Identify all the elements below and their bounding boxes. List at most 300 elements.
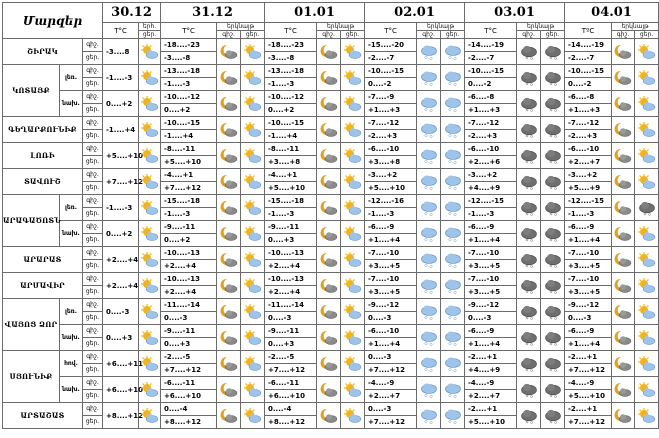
sun-cloud-icon	[637, 251, 657, 269]
temp-value: -10....-15	[265, 117, 317, 130]
weather-night-cell	[217, 403, 241, 429]
table-row	[3, 39, 659, 52]
moon-cloud-icon	[319, 147, 339, 165]
night-label: գիշ.	[83, 325, 103, 338]
dark-cloud-icon	[543, 69, 563, 87]
sun-cloud-icon	[343, 147, 363, 165]
dark-cloud-icon	[519, 69, 539, 87]
moon-cloud-icon	[219, 329, 239, 347]
temp-value: -10....-13	[161, 273, 217, 286]
weather-day-cell	[441, 273, 465, 299]
weather-night-cell	[417, 247, 441, 273]
weather-day-cell	[635, 247, 659, 273]
temp-value: -3....-8	[161, 52, 217, 65]
sun-cloud-icon	[343, 251, 363, 269]
dark-cloud-icon	[519, 173, 539, 191]
moon-cloud-icon	[613, 95, 633, 113]
weather-night-cell	[317, 195, 341, 221]
dark-cloud-icon	[543, 95, 563, 113]
weather-day-cell	[341, 65, 365, 91]
temp-value: -1....+4	[265, 130, 317, 143]
sun-cloud-icon	[637, 329, 657, 347]
temp-value: -9....-12	[565, 299, 612, 312]
sun-cloud-icon	[140, 95, 160, 113]
temp-value: +3....+5	[465, 286, 517, 299]
temp-value: -3....+2	[365, 169, 417, 182]
region-name: ԱՐԱԳԱԾՈՏՆ	[3, 195, 60, 247]
temp-value: 0....-4	[161, 403, 217, 416]
temp-header: T°C	[265, 23, 317, 39]
weather-night-cell	[317, 325, 341, 351]
weather-night-cell	[612, 143, 635, 169]
weather-header: երկնայթ	[317, 23, 365, 31]
dark-cloud-icon	[519, 251, 539, 269]
moon-cloud-icon	[613, 69, 633, 87]
sun-cloud-icon	[637, 69, 657, 87]
sun-cloud-icon	[140, 225, 160, 243]
sun-cloud-icon	[637, 225, 657, 243]
moon-cloud-icon	[319, 95, 339, 113]
weather-night-cell	[417, 351, 441, 377]
subregion-name: նախ.	[60, 91, 83, 117]
sun-cloud-icon	[343, 381, 363, 399]
temp-value: -9....-11	[265, 221, 317, 234]
moon-cloud-icon	[613, 251, 633, 269]
weather-day-cell	[341, 91, 365, 117]
temp-value: -6....-11	[265, 377, 317, 390]
weather-day-cell	[441, 325, 465, 351]
weather-night-cell	[612, 247, 635, 273]
temp-header: TºC	[565, 23, 612, 39]
moon-cloud-icon	[319, 69, 339, 87]
temp-value: -10....-15	[161, 117, 217, 130]
temp-value: 0....+3	[161, 338, 217, 351]
cloud-snow-icon	[419, 277, 439, 295]
weather-night-cell	[612, 221, 635, 247]
table-row	[3, 117, 659, 130]
weather-day-cell	[635, 195, 659, 221]
temp-value: +5....+10	[565, 390, 612, 403]
temp-value: -15....-20	[365, 39, 417, 52]
date-header: 30.12	[103, 3, 161, 23]
temp-value: +1....+4	[365, 338, 417, 351]
table-row	[3, 91, 659, 104]
table-row	[3, 325, 659, 338]
weather-day-cell	[635, 403, 659, 429]
weather-day-cell	[635, 351, 659, 377]
moon-cloud-icon	[219, 277, 239, 295]
weather-night-cell	[417, 143, 441, 169]
temp-value: 0....+3	[265, 338, 317, 351]
weather-night-cell	[612, 195, 635, 221]
temp-value: -9....-12	[465, 299, 517, 312]
temp-value: +7....+12	[161, 182, 217, 195]
weather-night-cell	[517, 325, 541, 351]
moon-cloud-icon	[219, 147, 239, 165]
weather-day-cell	[541, 143, 565, 169]
regions-title: Մարզեր	[3, 3, 103, 39]
temp-value: +8....+12	[103, 403, 139, 429]
sun-cloud-icon	[243, 303, 263, 321]
temp-value: +1....+4	[565, 338, 612, 351]
weather-day-cell	[441, 91, 465, 117]
sun-cloud-icon	[140, 121, 160, 139]
weather-night-cell	[217, 39, 241, 65]
weather-day-cell	[635, 169, 659, 195]
sun-cloud-icon	[243, 251, 263, 269]
weather-day-cell	[241, 351, 265, 377]
moon-cloud-icon	[613, 303, 633, 321]
temp-value: 0....-3	[365, 351, 417, 364]
weather-night-cell	[217, 325, 241, 351]
sun-cloud-icon	[243, 277, 263, 295]
dark-cloud-icon	[519, 355, 539, 373]
temp-value: -2....-7	[465, 52, 517, 65]
night-label: գիշ.	[83, 169, 103, 182]
cloud-snow-icon	[419, 147, 439, 165]
dark-cloud-icon	[543, 121, 563, 139]
temp-value: -18....-23	[161, 39, 217, 52]
moon-cloud-icon	[219, 199, 239, 217]
temp-value: -10....-15	[565, 65, 612, 78]
weather-night-cell	[517, 377, 541, 403]
weather-cell	[139, 273, 161, 299]
temp-value: +3....+5	[465, 260, 517, 273]
sun-cloud-icon	[343, 225, 363, 243]
cloud-snow-icon	[419, 407, 439, 425]
temp-header: T°C	[465, 23, 517, 39]
temp-value: +7....+12	[103, 169, 139, 195]
weather-cell	[139, 299, 161, 325]
weather-night-cell	[217, 169, 241, 195]
temp-value: -7....-10	[565, 273, 612, 286]
cloud-snow-icon	[443, 95, 463, 113]
sun-cloud-icon	[140, 277, 160, 295]
weather-night-cell	[217, 221, 241, 247]
weather-night-cell	[417, 377, 441, 403]
sun-cloud-icon	[140, 199, 160, 217]
day-label: ցեր.	[83, 390, 103, 403]
weather-day-cell	[341, 195, 365, 221]
sun-cloud-icon	[637, 381, 657, 399]
region-name: ՇԻՐԱԿ	[3, 39, 83, 65]
temp-value: 0....-3	[565, 312, 612, 325]
sun-cloud-icon	[343, 121, 363, 139]
moon-cloud-icon	[613, 43, 633, 61]
sun-cloud-icon	[243, 69, 263, 87]
weather-night-cell	[612, 39, 635, 65]
temp-value: -6....-10	[365, 143, 417, 156]
weather-day-cell	[341, 351, 365, 377]
weather-day-cell	[441, 169, 465, 195]
weather-night-cell	[217, 143, 241, 169]
moon-cloud-icon	[219, 407, 239, 425]
temp-header: T°C	[365, 23, 417, 39]
weather-night-cell	[517, 299, 541, 325]
temp-value: -4....-9	[365, 377, 417, 390]
day-label: ցեր.	[83, 208, 103, 221]
temp-value: -4....-9	[465, 377, 517, 390]
sun-cloud-icon	[243, 407, 263, 425]
moon-cloud-icon	[219, 303, 239, 321]
weather-day-cell	[441, 65, 465, 91]
temp-value: -9....-11	[265, 325, 317, 338]
temp-value: -6....-9	[365, 221, 417, 234]
temp-value: +7....+12	[365, 416, 417, 429]
weather-night-cell	[217, 299, 241, 325]
temp-value: -1....+4	[161, 130, 217, 143]
temp-value: +7....+12	[565, 364, 612, 377]
temp-value: +2....+4	[161, 260, 217, 273]
night-label: գիշ.	[83, 273, 103, 286]
cloud-snow-icon	[419, 95, 439, 113]
weather-day-cell	[541, 117, 565, 143]
region-name: ԱՐՏԱՇԱՏ	[3, 403, 83, 429]
weather-day-cell	[541, 91, 565, 117]
temp-value: -1....-3	[265, 78, 317, 91]
weather-night-cell	[317, 169, 341, 195]
temp-value: +5....+10	[465, 416, 517, 429]
temp-header: T°C	[103, 23, 139, 39]
temp-value: -7....-9	[365, 91, 417, 104]
weather-night-cell	[612, 91, 635, 117]
dark-cloud-icon	[543, 251, 563, 269]
temp-value: -15....-18	[161, 195, 217, 208]
region-name: ՎԱՅՈՑ ՁՈՐ	[3, 299, 60, 351]
moon-cloud-icon	[613, 147, 633, 165]
cloud-snow-icon	[443, 329, 463, 347]
temp-value: 0....+2	[265, 104, 317, 117]
weather-night-cell	[517, 117, 541, 143]
region-name: ԱՐՄԱՎԻՐ	[3, 273, 83, 299]
temp-value: 0....+3	[265, 234, 317, 247]
moon-cloud-icon	[613, 173, 633, 191]
moon-cloud-icon	[613, 277, 633, 295]
dark-cloud-icon	[519, 147, 539, 165]
temp-value: 0....-3	[103, 299, 139, 325]
day-label: ցեր.	[83, 52, 103, 65]
temp-value: 0....-2	[565, 78, 612, 91]
sun-cloud-icon	[637, 43, 657, 61]
temp-value: -4....+1	[161, 169, 217, 182]
weather-day-cell	[635, 91, 659, 117]
moon-cloud-icon	[219, 121, 239, 139]
sun-cloud-icon	[637, 355, 657, 373]
weather-night-cell	[517, 221, 541, 247]
region-name: ԿՈՏԱՅՔ	[3, 65, 60, 117]
weather-day-cell	[241, 299, 265, 325]
weather-day-cell	[635, 273, 659, 299]
temp-value: -7....-12	[365, 117, 417, 130]
subregion-name: լեռ.	[60, 299, 83, 325]
weather-night-cell	[517, 91, 541, 117]
temp-value: -7....-12	[565, 117, 612, 130]
weather-day-cell	[541, 221, 565, 247]
weather-day-cell	[241, 403, 265, 429]
sun-cloud-icon	[637, 95, 657, 113]
temp-value: +8....+12	[161, 416, 217, 429]
weather-header: երկնայթ	[612, 23, 659, 31]
temp-value: +2....+4	[265, 286, 317, 299]
weather-day-cell	[541, 325, 565, 351]
temp-value: +1....+3	[565, 104, 612, 117]
sun-cloud-icon	[140, 303, 160, 321]
weather-day-cell	[541, 273, 565, 299]
temp-value: -14....-19	[565, 39, 612, 52]
temp-value: -15....-18	[265, 195, 317, 208]
sun-cloud-icon	[243, 199, 263, 217]
temp-value: +3....+8	[265, 156, 317, 169]
weather-night-cell	[417, 39, 441, 65]
weather-cell	[139, 91, 161, 117]
weather-night-cell	[612, 273, 635, 299]
sun-cloud-icon	[343, 329, 363, 347]
night-label: գիշ.	[83, 195, 103, 208]
day-label: ցեր.	[83, 78, 103, 91]
weather-header: երկնայթ	[517, 23, 565, 31]
sun-cloud-icon	[140, 329, 160, 347]
weather-day-cell	[441, 377, 465, 403]
table-row	[3, 351, 659, 364]
night-subheader: գիշ.	[317, 31, 341, 39]
weather-night-cell	[612, 351, 635, 377]
day-label: ցեր.	[83, 260, 103, 273]
temp-value: -2....+1	[565, 351, 612, 364]
weather-header: երհ.	[139, 23, 161, 31]
cloud-snow-icon	[443, 173, 463, 191]
temp-value: -1....-3	[565, 208, 612, 221]
date-header: 31.12	[161, 3, 265, 23]
temp-value: -6....-8	[565, 91, 612, 104]
cloud-snow-icon	[419, 69, 439, 87]
temp-value: -13....-18	[161, 65, 217, 78]
weather-night-cell	[317, 273, 341, 299]
temp-value: +3....+5	[365, 260, 417, 273]
sun-cloud-icon	[343, 43, 363, 61]
temp-value: -2....-7	[365, 52, 417, 65]
moon-cloud-icon	[319, 199, 339, 217]
temp-value: -2....-5	[265, 351, 317, 364]
temp-value: -10....-13	[265, 247, 317, 260]
day-label: ցեր.	[83, 364, 103, 377]
weather-day-cell	[241, 169, 265, 195]
weather-night-cell	[517, 39, 541, 65]
moon-cloud-icon	[319, 355, 339, 373]
date-header: 02.01	[365, 3, 465, 23]
weather-night-cell	[317, 91, 341, 117]
dark-cloud-icon	[543, 147, 563, 165]
cloud-snow-icon	[443, 407, 463, 425]
night-label: գիշ.	[83, 403, 103, 416]
subregion-name: նախ.	[60, 325, 83, 351]
moon-cloud-icon	[613, 225, 633, 243]
dark-cloud-icon	[543, 199, 563, 217]
weather-cell	[139, 247, 161, 273]
night-label: գիշ.	[83, 39, 103, 52]
temp-value: -12....-16	[365, 195, 417, 208]
weather-day-cell	[241, 195, 265, 221]
forecast-table	[2, 2, 659, 429]
temp-value: +1....+4	[565, 234, 612, 247]
temp-value: -10....-15	[365, 65, 417, 78]
day-label: ցեր.	[83, 130, 103, 143]
sun-cloud-icon	[140, 251, 160, 269]
subregion-name: լեռ.	[60, 195, 83, 221]
date-header: 04.01	[565, 3, 659, 23]
temp-value: -14....-19	[465, 39, 517, 52]
dark-cloud-icon	[519, 277, 539, 295]
weather-cell	[139, 325, 161, 351]
weather-night-cell	[517, 195, 541, 221]
region-name: ԳԵՂԱՐՔՈՒՆԻՔ	[3, 117, 83, 143]
cloud-snow-icon	[443, 355, 463, 373]
temp-value: +3....+8	[365, 156, 417, 169]
weather-night-cell	[317, 65, 341, 91]
dark-cloud-icon	[519, 303, 539, 321]
day-label: ցեր.	[83, 156, 103, 169]
weather-day-cell	[241, 273, 265, 299]
temp-value: +1....+4	[465, 234, 517, 247]
temp-value: +2....+7	[365, 390, 417, 403]
weather-day-cell	[341, 143, 365, 169]
weather-day-cell	[541, 299, 565, 325]
temp-value: +6....+11	[103, 351, 139, 377]
weather-night-cell	[217, 91, 241, 117]
dark-cloud-icon	[519, 121, 539, 139]
temp-value: +6....+10	[265, 390, 317, 403]
weather-night-cell	[317, 143, 341, 169]
night-label: գիշ.	[83, 351, 103, 364]
date-header: 03.01	[465, 3, 565, 23]
weather-day-cell	[341, 247, 365, 273]
dark-cloud-icon	[543, 43, 563, 61]
day-subheader: ցեր.	[635, 31, 659, 39]
temp-value: -7....-10	[465, 273, 517, 286]
sun-cloud-icon	[637, 147, 657, 165]
cloud-snow-icon	[419, 43, 439, 61]
table-row	[3, 143, 659, 156]
sun-cloud-icon	[243, 43, 263, 61]
temp-value: 0....-3	[161, 312, 217, 325]
night-label: գիշ.	[83, 299, 103, 312]
weather-day-cell	[635, 377, 659, 403]
cloud-snow-icon	[443, 69, 463, 87]
weather-cell	[139, 221, 161, 247]
temp-value: +6....+10	[161, 390, 217, 403]
weather-day-cell	[341, 325, 365, 351]
subregion-name: նախ.	[60, 221, 83, 247]
temp-value: -12....-15	[565, 195, 612, 208]
weather-night-cell	[612, 65, 635, 91]
sun-cloud-icon	[637, 407, 657, 425]
weather-night-cell	[317, 377, 341, 403]
night-label: գիշ.	[83, 221, 103, 234]
region-name: ԼՈՌԻ	[3, 143, 83, 169]
temp-value: -11....-14	[265, 299, 317, 312]
weather-day-cell	[441, 221, 465, 247]
temp-value: -3....-8	[265, 52, 317, 65]
weather-day-cell	[241, 221, 265, 247]
temp-value: -2....+1	[465, 351, 517, 364]
temp-value: -6....-9	[565, 325, 612, 338]
weather-day-cell	[441, 117, 465, 143]
dark-cloud-icon	[519, 199, 539, 217]
weather-day-cell	[441, 195, 465, 221]
weather-night-cell	[217, 195, 241, 221]
sun-cloud-icon	[343, 407, 363, 425]
temp-value: +5....+10	[365, 182, 417, 195]
temp-value: +2....+6	[465, 156, 517, 169]
